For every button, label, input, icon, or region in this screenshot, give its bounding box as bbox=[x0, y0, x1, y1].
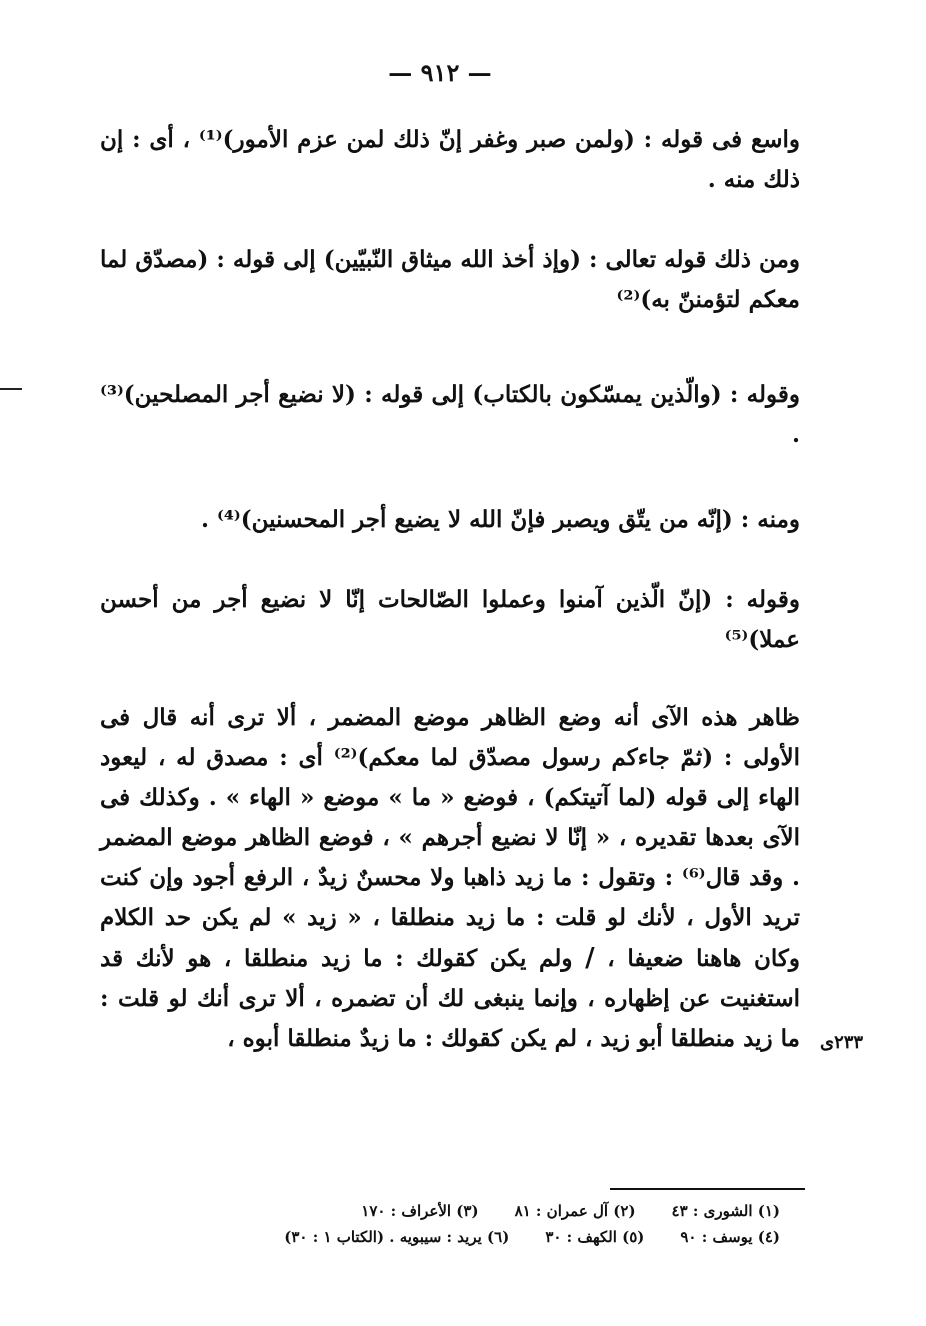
footnote-4: (٤) يوسف : ٩٠ bbox=[680, 1228, 780, 1246]
footnote-1: (١) الشورى : ٤٣ bbox=[671, 1202, 780, 1220]
footnote-5: (٥) الكهف : ٣٠ bbox=[545, 1228, 645, 1246]
footnote-row-2 bbox=[120, 1224, 780, 1250]
manuscript-slash-mark: / bbox=[585, 943, 595, 973]
footnote-divider bbox=[610, 1188, 805, 1190]
paragraph-6 bbox=[100, 698, 800, 1059]
paragraph-5: وقوله : (إنّ الّذين آمنوا وعملوا الصّالحات إنّا لا نضيع أجر من أحسن عملا)⁽⁵⁾ bbox=[100, 586, 800, 653]
paragraph-2: ومن ذلك قوله تعالى : (وإذ أخذ الله ميثاق النّبيّين) إلى قوله : (مصدّق لما معكم لتؤمننّ به)⁽²⁾ bbox=[100, 246, 800, 313]
footnote-3: (٣) الأعراف : ١٧٠ bbox=[361, 1202, 479, 1220]
page-number: — ٩١٢ — bbox=[388, 58, 492, 87]
paragraph-3: وقوله : (والّذين يمسّكون بالكتاب) إلى قوله : (لا نضيع أجر المصلحين)⁽³⁾ . bbox=[100, 381, 800, 448]
margin-note: ٢٣٣ى bbox=[820, 1032, 864, 1053]
footnotes bbox=[120, 1198, 780, 1250]
edge-mark bbox=[0, 388, 22, 390]
footnote-6: (٦) يريد : سيبويه . (الكتاب ١ : ٣٠) bbox=[284, 1228, 510, 1246]
paragraph-1: واسع فى قوله : (ولمن صبر وغفر إنّ ذلك لمن عزم الأمور)⁽¹⁾ ، أى : إن ذلك منه . bbox=[100, 126, 800, 193]
paragraph-4: ومنه : (إنّه من يتّق ويصبر فإنّ الله لا يضيع أجر المحسنين)⁽⁴⁾ . bbox=[200, 506, 800, 533]
paragraph-6-part-1: ظاهر هذه الآى أنه وضع الظاهر موضع المضمر ، ألا ترى أنه قال فى الأولى : (ثمّ جاءكم رسول مصدّق لما معكم)⁽²⁾ أى : مصدق له ، ليعود الهاء إلى قوله (لما آتيتكم) ، فوضع « ما » موضع « الهاء » . وكذلك فى الآى بعدها تقديره ، « إنّا لا نضيع أجرهم » ، فوضع الظاهر موضع المضمر . وقد قال⁽⁶⁾ : وتقول : ما زيد ذاهبا ولا محسنٌ زيدٌ ، الرفع أجود وإن كنت تريد الأول ، لأنك لو قلت : ما زيد منطلقا ، « زيد » لم يكن حد الكلام وكان هاهنا ضعيفا ، bbox=[100, 704, 800, 972]
footnote-2: (٢) آل عمران : ٨١ bbox=[514, 1202, 636, 1220]
paragraph-6-part-2: ولم يكن كقولك : ما زيد منطلقا ، هو لأنك قد استغنيت عن إظهاره ، وإنما ينبغى لك أن تضمره ، ألا ترى أنك لو قلت : ما زيد منطلقا أبو زيد ، لم يكن كقولك : ما زيدٌ منطلقا أبوه ، bbox=[100, 945, 800, 1052]
footnote-row-1 bbox=[120, 1198, 780, 1224]
